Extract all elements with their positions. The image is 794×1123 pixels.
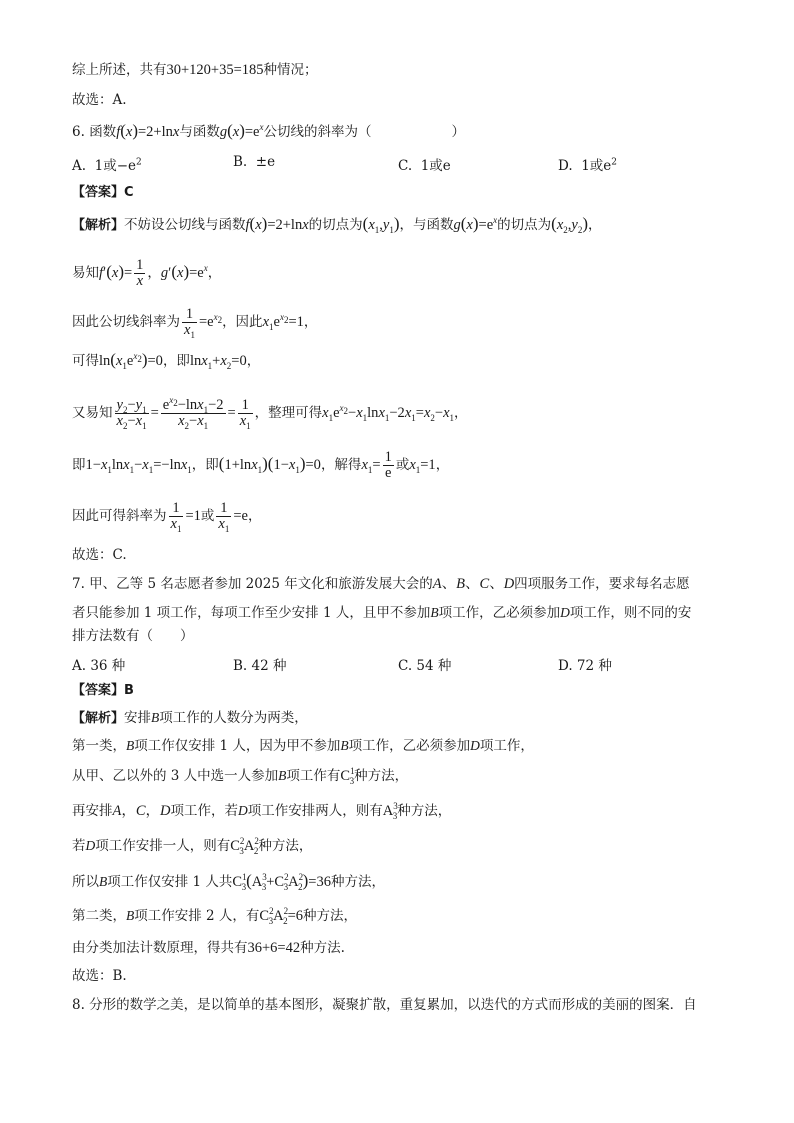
q7-sum-expr: 36+6=42: [247, 940, 301, 956]
q6-stem: [72, 121, 465, 142]
q6-sol-3a: 因此公切线斜率为: [72, 313, 180, 330]
q7-j2c: 项工作，乙必须参加: [348, 738, 471, 754]
q6-sol-1-g: $g(x)=e^x$: [453, 214, 498, 233]
q6-slope-2: $\frac{1}{x_1}$ =e: [218, 500, 248, 534]
q7-j7: 第二类，: [72, 908, 126, 924]
q6-root-1: $x_1=$ $\frac{1}{e}$: [361, 449, 392, 481]
q6-equation: $1-x_1\ln x_1-x_1=-\ln x_1$: [85, 456, 192, 475]
q6-rearranged: $x_1e^{x_2}-x_1\ln x_1-2x_1=x_2-x_1$: [322, 403, 454, 423]
q7-sol-line-3: 从甲、乙以外的 3 人中选一人参加B项工作有$C^1_3$种方法，: [72, 766, 409, 786]
q7-t2: 者只能参加 1 项工作，每项工作至少安排 1 人，且甲不参加: [72, 605, 431, 621]
prev-choice: 故选：A.: [72, 92, 127, 108]
q7-t2c: 项工作，则不同的安: [569, 605, 692, 621]
q6-derivative-g: $g'(x)=e^x$: [160, 261, 208, 281]
q7-j8: 由分类加法计数原理，得共有: [72, 940, 248, 956]
q7-j4: 再安排: [72, 803, 113, 819]
q6-text-1: 函数: [89, 124, 117, 140]
q7-j2: 第一类，: [72, 738, 126, 754]
q7-t1b: 四项服务工作，要求每名志愿: [514, 576, 690, 592]
q7-choice: 故选：B.: [72, 968, 127, 984]
q6-text-2: 与函数: [179, 124, 220, 140]
q7-stem-3: 排方法数有（ ）: [72, 628, 194, 644]
q6-log-sum: $\ln x_1+x_2=0$: [189, 353, 247, 371]
q7-sol-line-2: 第一类，B项工作仅安排 1 人，因为甲不参加B项工作，乙必须参加D项工作，: [72, 738, 534, 754]
q7-j3: 从甲、乙以外的 3 人中选一人参加: [72, 768, 279, 784]
q6-slope-expr: $\frac{1}{x_1}$ $=e^{x_2}$: [184, 306, 223, 340]
q6-sol-line-6: 即$1-x_1\ln x_1-x_1=-\ln x_1$，即$(1+\ln x_1)(1-x_1)=0$，解得$x_1=$ $\frac{1}{e}$ 或$x_1=1$，: [72, 449, 450, 481]
q6-sol-line-1: 【解析】不妨设公切线与函数f(x)=2+lnx的切点为$(x_1,y_1)$，与函数$g(x)=e^x$的切点为$(x_2,y_2)$，: [72, 214, 602, 235]
q7-sol-line-1: 【解析】安排B项工作的人数分为两类，: [72, 710, 308, 726]
q6-sol-1a: 不妨设公切线与函数: [124, 217, 246, 233]
q6-sol-line-7: 因此可得斜率为 $\frac{1}{x_1}$ =1或 $\frac{1}{x_1}$ =e，: [72, 500, 262, 534]
q6-answer: 【答案】C: [72, 185, 134, 200]
q7-total-expr: $C^1_3(A^3_3+C^2_3A^2_2)=36$: [232, 871, 331, 892]
q6-sol-5b: ，整理可得: [254, 404, 323, 421]
q7-j7b: 项工作安排 2 人，有: [134, 908, 260, 924]
q6-sol-1c: ，与函数: [399, 217, 454, 233]
q7-sol-line-4: 再安排A，C，D项工作，若D项工作安排两人，则有$A^3_3$种方法，: [72, 801, 452, 821]
q7-j4d: 种方法，: [397, 803, 452, 819]
q7-comb-c31: $C^1_3$: [340, 766, 355, 786]
q6-sol-6a: 即: [72, 456, 86, 473]
q6-choice: 故选：C.: [72, 547, 127, 563]
q6-sol-1d: 的切点为: [497, 217, 552, 233]
summary-end: 种情况；: [263, 62, 318, 78]
q6-text-4: ）: [451, 124, 465, 140]
q7-sol-line-7: 第二类，B项工作安排 2 人，有$C^2_3A^2_2=6$种方法，: [72, 906, 358, 926]
q6-text-3: 公切线的斜率为（: [263, 124, 372, 140]
q6-g-expr: $g(x)=e^x$: [219, 121, 264, 140]
q6-sol-1-pt2: $(x_2,y_2)$: [551, 214, 588, 235]
q7-j7c: 种方法，: [303, 908, 358, 924]
q7-j5b: 项工作安排一人，则有: [95, 838, 231, 854]
q6-slope-1: $\frac{1}{x_1}$ =1: [170, 500, 201, 534]
q6-sol-6c: 或: [395, 456, 410, 473]
q7-sol-line-8: [72, 938, 345, 958]
q7-j3b: 项工作有: [286, 768, 341, 784]
q7-j4c: 项工作安排两人，则有: [247, 803, 383, 819]
q6-root-2: $x_1=1$: [409, 456, 436, 475]
q6-sol-line-3: 因此公切线斜率为 $\frac{1}{x_1}$ $=e^{x_2}$，因此$x_1e^{x_2}=1$，: [72, 306, 318, 340]
q6-sol-5a: 又易知: [72, 404, 113, 421]
q7-comb-c32a22: $C^2_3A^2_2$: [230, 836, 259, 856]
q6-sol-4a: 可得: [72, 353, 99, 369]
q7-perm-a33: $A^3_3$: [382, 801, 398, 821]
q6-sol-7a: 因此可得斜率为: [72, 507, 167, 524]
q7-option-c: C. 54 种: [398, 658, 452, 674]
q7-stem-1: [72, 574, 690, 594]
q6-option-c: C. 1或e: [398, 158, 451, 174]
q6-sol-6b: ，解得: [320, 456, 362, 473]
q7-sol-line-5: 若D项工作安排一人，则有$C^2_3A^2_2$种方法，: [72, 836, 313, 856]
summary-line: [72, 60, 318, 80]
q7-answer: 【答案】B: [72, 683, 134, 698]
q7-tasks: A、B、C、D: [432, 576, 515, 592]
q6-analysis-tag: 【解析】: [72, 218, 125, 233]
q6-f-expr: f(x)=2+lnx: [116, 121, 180, 140]
summary-text: 综上所述，共有: [72, 62, 167, 78]
q6-sol-1-pt1: $(x_1,y_1)$: [362, 214, 400, 235]
summary-expr: 30+120+35=185: [166, 62, 264, 78]
q7-option-b: B. 42 种: [233, 658, 287, 674]
q6-derivative-f: f′(x)= $\frac{1}{x}$: [99, 257, 144, 289]
q7-j6c: 种方法，: [330, 874, 385, 890]
q7-j2b: 项工作仅安排 1 人，因为甲不参加: [134, 738, 341, 754]
q6-sol-1b: 的切点为: [308, 217, 363, 233]
q6-sol-3b: ，因此: [222, 313, 263, 330]
q6-sol-line-2: 易知f′(x)= $\frac{1}{x}$ ，$g'(x)=e^x$，: [72, 257, 222, 289]
q7-j8b: 种方法.: [300, 940, 345, 956]
q6-slope-chain: $\frac{y_2-y_1}{x_2-x_1}$ = $\frac{e^{x_2}-\ln x_1-2}{x_2-x_1}$ = $\frac{1}{x_1}$: [116, 395, 251, 431]
q7-analysis-tag: 【解析】: [72, 711, 125, 726]
q7-j6: 所以: [72, 874, 99, 890]
q7-sol-line-6: 所以B项工作仅安排 1 人共$C^1_3(A^3_3+C^2_3A^2_2)=36$种方法，: [72, 871, 385, 892]
q7-j6b: 项工作仅安排 1 人共: [107, 874, 233, 890]
q6-sol-line-4: 可得$\ln(x_1e^{x_2})=0$，即$\ln x_1+x_2=0$，: [72, 350, 261, 371]
q7-j1: 安排: [124, 710, 152, 726]
q7-j5: 若: [72, 838, 86, 854]
q6-sol-line-5: 又易知 $\frac{y_2-y_1}{x_2-x_1}$ = $\frac{e^{x_2}-\ln x_1-2}{x_2-x_1}$ = $\frac{1}{x_1}$ ，整理可得$x_1e^{x_2}-x_1\ln x_1-2x_1=x_2-x_1$，: [72, 395, 468, 431]
q6-option-a: A. 1或$-e^2$: [72, 157, 142, 174]
q7-t2b: 项工作，乙必须参加: [438, 605, 561, 621]
q7-j2d: 项工作，: [479, 738, 534, 754]
q7-j3c: 种方法，: [354, 768, 409, 784]
q8-stem-1: 8. 分形的数学之美，是以简单的基本图形，凝聚扩散，重复累加，以迭代的方式而形成的美丽的图案．自: [72, 997, 697, 1013]
q6-sol-7b: 或: [200, 507, 215, 524]
q6-product-expr: $x_1e^{x_2}=1$: [262, 312, 304, 332]
q7-tasks-acd: A，C，D: [112, 803, 171, 819]
q6-number: 6.: [72, 124, 85, 140]
q6-sol-2a: 易知: [72, 264, 99, 281]
q6-factored: $(1+\ln x_1)(1-x_1)=0$: [218, 453, 321, 475]
q7-j1b: 项工作的人数分为两类，: [159, 710, 308, 726]
q6-option-d: D. 1或$e^2$: [558, 157, 618, 174]
q7-stem-2: 者只能参加 1 项工作，每项工作至少安排 1 人，且甲不参加B项工作，乙必须参加D项工作，则不同的安: [72, 605, 692, 621]
q6-log-expr: $\ln(x_1e^{x_2})=0$: [99, 350, 163, 371]
q6-sol-4b: ，即: [162, 353, 190, 369]
q7-t1: 7. 甲、乙等 5 名志愿者参加 2025 年文化和旅游发展大会的: [72, 576, 433, 592]
q7-option-a: A. 36 种: [72, 658, 126, 674]
q7-option-d: D. 72 种: [558, 658, 612, 674]
q7-j4b: 项工作，若: [170, 803, 239, 819]
q6-option-b: B. ±e: [233, 154, 276, 170]
q7-second-class: $C^2_3A^2_2=6$: [259, 906, 304, 926]
q6-sol-1-f: f(x)=2+lnx: [245, 214, 309, 233]
q7-j5c: 种方法，: [258, 838, 313, 854]
